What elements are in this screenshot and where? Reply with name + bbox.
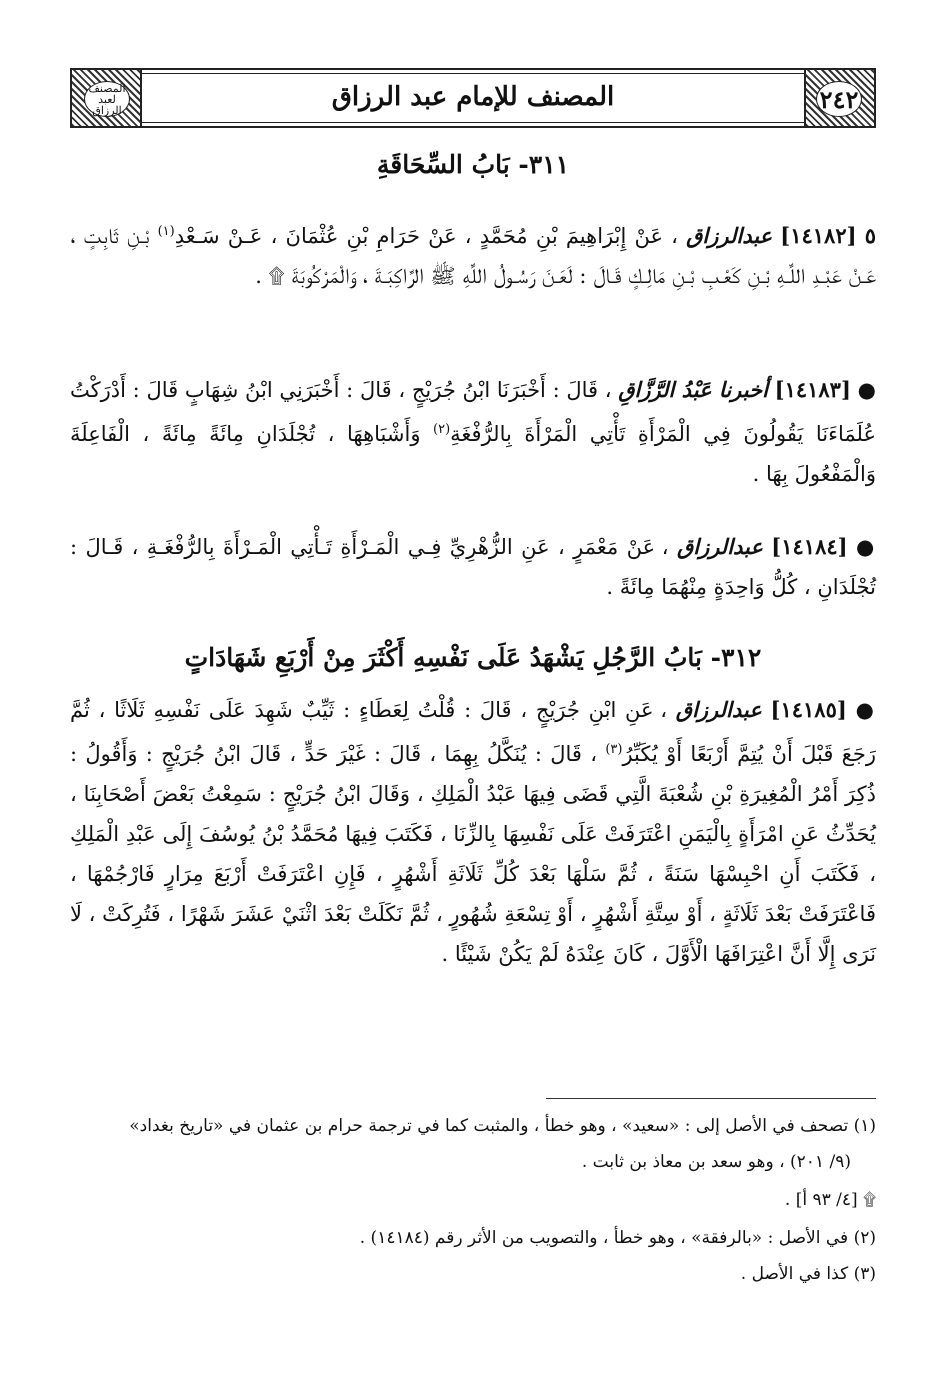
entry-narrator: أخبرنا عَبْدُ الرَّزَّاقِ (618, 377, 768, 402)
footnote-separator (546, 1098, 876, 1099)
footnote-ref-3: (٣) (605, 742, 623, 757)
entry-text: ، قَالَ : أَخْبَرَنَا ابْنُ جُرَيْجٍ ، قَالَ : أَخْبَرَنِي ابْنُ شِهَابٍ قَالَ : أَدْرَكْتُ عُلَمَاءَنَا يَقُولُونَ فِي الْمَرْأَةِ تَأْتِي الْمَرْأَةَ بِالرُّفْغَةِ (70, 378, 876, 446)
chapter-heading-312: ٣١٢- بَابُ الرَّجُلِ يَشْهَدُ عَلَى نَفْسِهِ أَكْثَرَ مِنْ أَرْبَعِ شَهَادَاتٍ (184, 643, 762, 672)
hadith-14184 (70, 527, 876, 607)
book-title: المصنف للإمام عبد الرزاق (331, 82, 615, 112)
entry-text-cont: وَأَشْبَاهِهَا ، تُجْلَدَانِ مِائَةً مِائَةً ، الْفَاعِلَةَ وَالْمَفْعُولَ بِهَا . (70, 422, 876, 486)
hadith-14183 (70, 370, 876, 494)
running-header (70, 68, 876, 128)
entry-mark: ● (855, 697, 876, 722)
entry-text-cont: ، قَالَ : يُنَكَّلُ بِهِمَا ، قَالَ : غَيْرَ حَدٍّ ، قَالَ ابْنُ جُرَيْجٍ : وَأَقُولُ : ذُكِرَ أَمْرُ الْمُغِيرَةِ بْنِ شُعْبَةَ الَّتِي قَضَى فِيهَا عَبْدُ الْمَلِكِ ، وَقَالَ ابْنُ جُرَيْجٍ : سَمِعْتُ بَعْضَ أَصْحَابِنَا ، يُحَدِّثُ عَنِ امْرَأَةٍ بِالْيَمَنِ اعْتَرَفَتْ عَلَى نَفْسِهَا بِالزِّنَا ، فَكَتَبَ فِيهَا مُحَمَّدُ بْنُ يُوسُفَ إِلَى عَبْدِ الْمَلِكِ ، فَكَتَبَ أَنِ احْبِسْهَا سَنَةً ، ثُمَّ سَلْهَا بَعْدَ كُلِّ ثَلَاثَةِ أَشْهُرٍ ، فَإِنِ اعْتَرَفَتْ أَرْبَعَ مِرَارٍ فَارْجُمْهَا ، فَاعْتَرَفَتْ بَعْدَ ثَلَاثَةٍ ، أَوْ سِتَّةِ أَشْهُرٍ ، أَوْ تِسْعَةِ شُهُورٍ ، ثُمَّ نَكَلَتْ بَعْدَ اثْنَيْ عَشَرَ شَهْرًا ، فَتُرِكَتْ ، لَا نَرَى إِلَّا أَنَّ اعْتِرَافَهَا الْأَوَّلَ ، كَانَ عِنْدَهُ لَمْ يَكُنْ شَيْئًا . (70, 742, 876, 966)
footnote-ref-1: (١) (157, 224, 175, 239)
entry-narrator: عبدالرزاق (686, 223, 773, 248)
manuscript-folio-note: ۩ [٤/ ٩٣ أ] . (784, 1190, 876, 1210)
footnote-ref-2: (٢) (433, 422, 451, 437)
chapter-heading-311: ٣١١- بَابُ السِّحَاقَةِ (376, 150, 570, 179)
hadith-14182 (70, 212, 876, 296)
entry-text: ، عَنْ مَعْمَرٍ ، عَنِ الزُّهْرِيِّ فِـي الْمَـرْأَةِ تَـأْتِي الْمَـرْأَةَ بِالرُّفْغَـةِ ، قَـالَ : تُجْلَدَانِ ، كُلُّ وَاحِدَةٍ مِنْهُمَا مِائَةً . (70, 535, 876, 599)
entry-number: [١٤١٨٤] (771, 534, 848, 559)
hadith-14185 (70, 690, 876, 974)
entry-mark: ● (857, 377, 876, 402)
entry-mark: ● (855, 534, 876, 559)
book-emblem-text: المصنف لعبد الرزاق (84, 81, 130, 117)
entry-text-cont: بْـنِ ثَابِتٍ ، عَـنْ عَبْـدِ اللَّـهِ بْـنِ كَعْـبِ بْـنِ مَالِـكٍ قَـالَ : لَعَـنَ رَسُـولُ اللَّهِ ﷺ الرَّاكِبَـةَ ، وَالْمَرْكُوبَةَ ۩ . (70, 224, 876, 288)
entry-number: [١٤١٨٥] (770, 697, 847, 722)
footnote-1: (١) تصحف في الأصل إلى : «سعيد» ، وهو خطأ ، والمثبت كما في ترجمة حرام بن عثمان في «تاريخ بغداد» (129, 1116, 876, 1136)
footnote-2: (٢) في الأصل : «بالرفقة» ، وهو خطأ ، والتصويب من الأثر رقم (١٤١٨٤) . (359, 1228, 876, 1248)
entry-number: [١٤١٨٢] (780, 223, 857, 248)
entry-narrator: عبدالرزاق (676, 534, 763, 559)
entry-mark: ٥ (864, 223, 876, 248)
entry-text: ، عَنْ إِبْرَاهِيمَ بْنِ مُحَمَّدٍ ، عَنْ حَرَامِ بْنِ عُثْمَانَ ، عَـنْ سَـعْدِ (174, 224, 678, 248)
book-emblem (70, 68, 142, 128)
page-number: ٢٤٢ (816, 81, 862, 117)
entry-number: [١٤١٨٣] (774, 377, 851, 402)
footnote-1-cont: (٩/ ٢٠١) ، وهو سعد بن معاذ بن ثابت . (581, 1152, 851, 1172)
entry-text: ، عَنِ ابْنِ جُرَيْجٍ ، قَالَ : قُلْتُ لِعَطَاءٍ : ثَيِّبٌ شَهِدَ عَلَى نَفْسِهِ ثَلَاثًا ، ثُمَّ رَجَعَ قَبْلَ أَنْ يُتِمَّ أَرْبَعًا أَوْ يُكَبِّرُ (70, 698, 876, 766)
entry-narrator: عبدالرزاق (675, 697, 762, 722)
footnote-3: (٣) كذا في الأصل . (740, 1264, 876, 1284)
page-number-ornament (804, 68, 876, 128)
